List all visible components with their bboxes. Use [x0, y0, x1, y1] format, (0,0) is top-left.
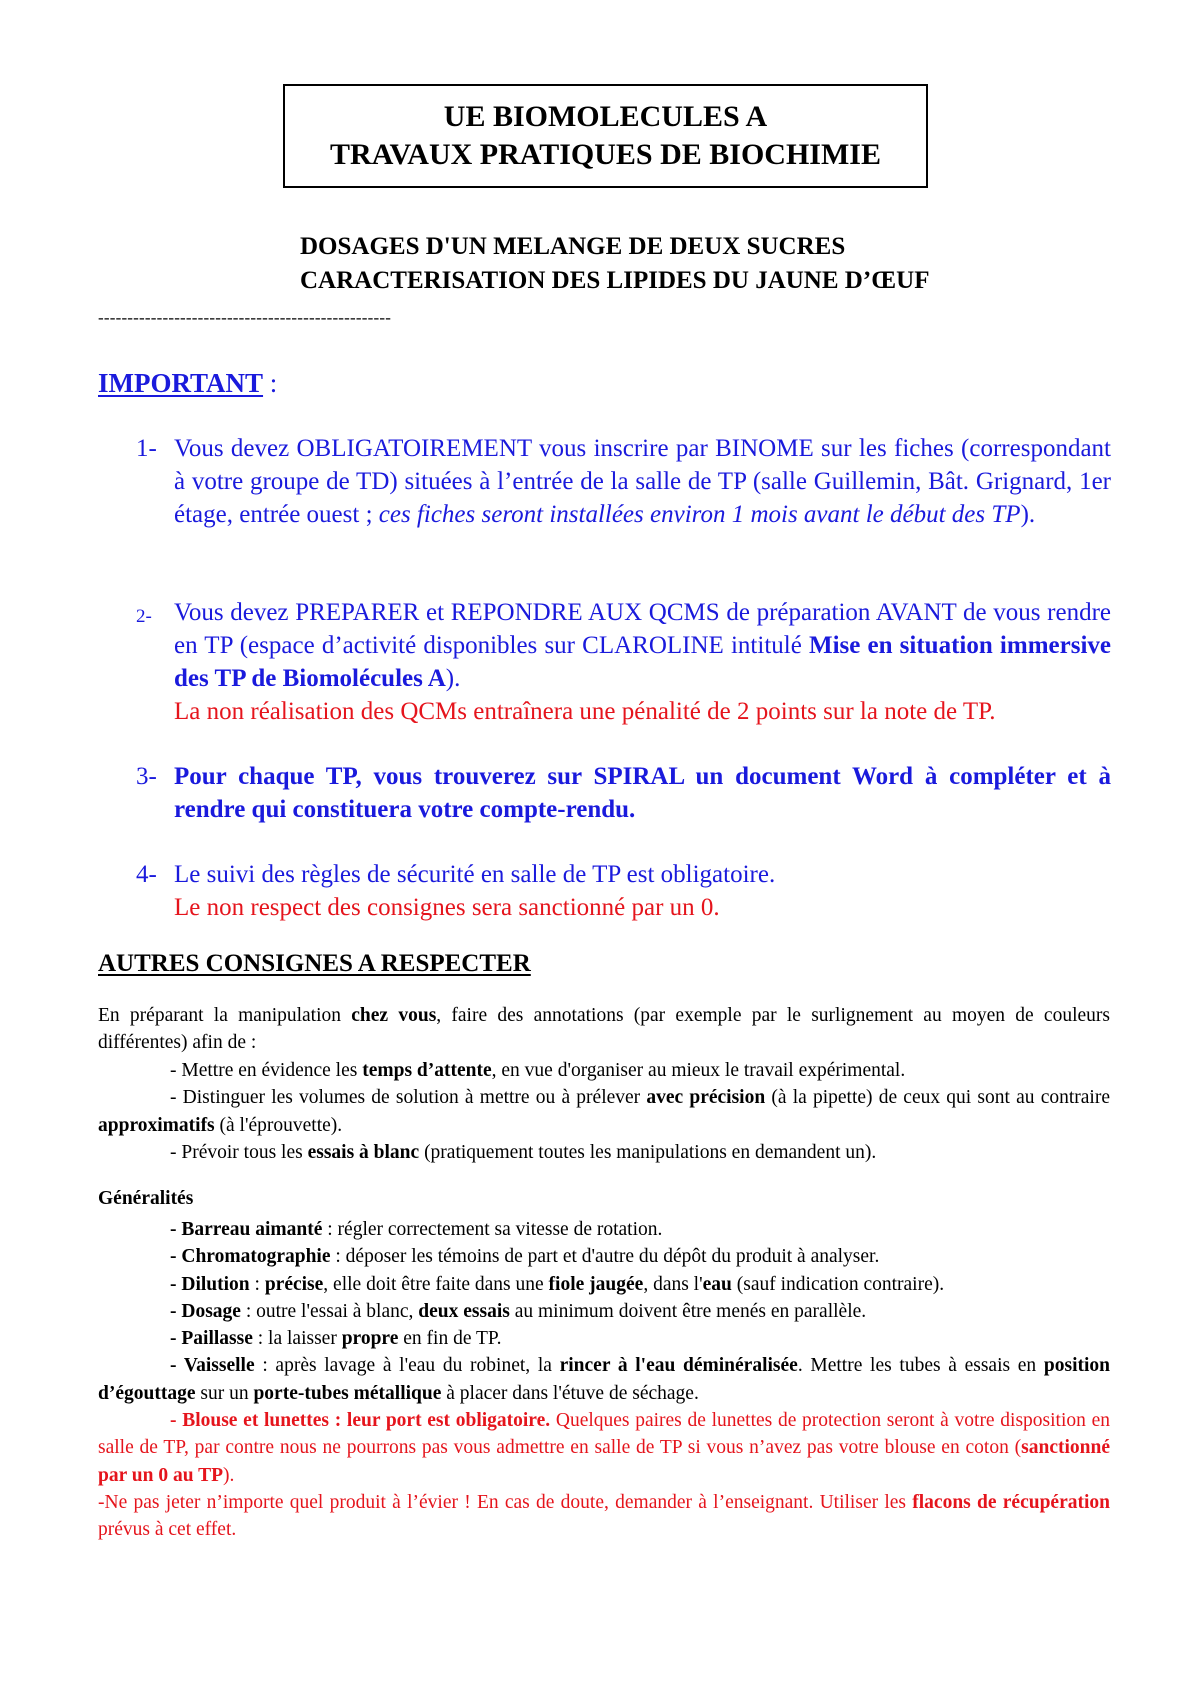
important-item-4: [136, 858, 1111, 924]
bold-run: deux essais: [418, 1300, 510, 1322]
text-run: (à l'éprouvette).: [214, 1114, 343, 1136]
item-number: 4-: [136, 861, 157, 888]
gen-item-dosage: [98, 1298, 1110, 1325]
separator-line: --------------------------------------------------: [98, 308, 392, 327]
bold-run: sanctionné par un 0 au TP: [98, 1437, 1110, 1486]
important-item-2: [136, 596, 1111, 728]
item-bold-text: Mise en situation immersive des TP de Biomolécules A: [174, 632, 1111, 692]
subtitle-line-1: DOSAGES D'UN MELANGE DE DEUX SUCRES: [300, 233, 846, 260]
important-label: IMPORTANT: [98, 368, 264, 398]
gen-item-vaisselle: [98, 1352, 1110, 1407]
bold-run: - Blouse et lunettes : leur port est obligatoire.: [170, 1410, 551, 1432]
bold-run: - Dilution: [170, 1273, 250, 1295]
bold-run: temps d’attente: [362, 1060, 492, 1081]
subtitle-line-2: CARACTERISATION DES LIPIDES DU JAUNE D’ŒUF: [300, 267, 930, 294]
item-number: 3-: [136, 763, 157, 790]
item-end: ).: [1020, 501, 1036, 528]
text-run: au minimum doivent être menés en parallèle.: [509, 1300, 867, 1322]
gen-item-evier: [98, 1489, 1110, 1544]
bold-run: précise: [264, 1273, 324, 1295]
text-run: : régler correctement sa vitesse de rotation.: [322, 1219, 663, 1240]
bold-run: position d’égouttage: [98, 1355, 1110, 1404]
bold-run: eau: [702, 1273, 732, 1295]
item-text: Vous devez OBLIGATOIREMENT vous inscrire par BINOME sur les fiches (correspondant à votre groupe de TD) situées à l’entrée de la salle de TP (salle Guillemin, Bât. Grignard, 1er étage, entrée ouest ;: [174, 435, 1111, 528]
generalites-heading: Généralités: [98, 1188, 194, 1209]
text-run: - Distinguer les volumes de solution à mettre ou à prélever: [170, 1087, 647, 1109]
item-text: Pour chaque TP, vous trouverez sur SPIRAL un document Word à compléter et à rendre qui constituera votre compte-rendu.: [174, 763, 1111, 823]
text-run: - Prévoir tous les: [170, 1141, 308, 1163]
bold-run: - Dosage: [170, 1300, 241, 1322]
autres-bullets: [98, 1057, 1110, 1166]
text-run: en fin de TP.: [398, 1328, 502, 1350]
bold-run: avec précision: [646, 1087, 766, 1109]
text-run: , en vue d'organiser au mieux le travail expérimental.: [491, 1060, 906, 1081]
title-box: [283, 84, 928, 188]
item-warning-text: Le non respect des consignes sera sanctionné par un 0.: [174, 894, 720, 921]
important-item-3: [136, 760, 1111, 826]
important-item-1: [136, 432, 1111, 531]
text-run: prévus à cet effet.: [98, 1519, 237, 1541]
text-run: :: [249, 1273, 265, 1295]
bold-run: - Chromatographie: [170, 1246, 331, 1268]
text-run: . Mettre les tubes à essais en: [797, 1355, 1044, 1377]
gen-item-barreau: [98, 1216, 1110, 1243]
bold-run: flacons de récupération: [912, 1491, 1110, 1513]
bold-run: - Vaisselle: [170, 1355, 255, 1377]
text-run: : outre l'essai à blanc,: [240, 1300, 419, 1322]
text-run: : après lavage à l'eau du robinet, la: [254, 1355, 560, 1377]
gen-item-dilution: [98, 1271, 1110, 1298]
title-line-1: UE BIOMOLECULES A: [443, 100, 768, 133]
text-run: (sauf indication contraire).: [731, 1273, 945, 1295]
bullet-3: [98, 1139, 1110, 1166]
item-number: 1-: [136, 435, 157, 462]
subtitle: [300, 230, 929, 298]
important-colon: :: [263, 368, 278, 398]
bold-run: porte-tubes métallique: [253, 1382, 442, 1404]
text-run: à placer dans l'étuve de séchage.: [441, 1382, 699, 1404]
text-run: (pratiquement toutes les manipulations en demandent un).: [419, 1141, 877, 1163]
bullet-1: [98, 1057, 1110, 1084]
text-run: En préparant la manipulation: [98, 1005, 352, 1026]
generalites-list: [98, 1216, 1110, 1544]
title-line-2: TRAVAUX PRATIQUES DE BIOCHIMIE: [330, 138, 881, 171]
text-run: sur un: [195, 1382, 254, 1404]
bold-run: - Paillasse: [170, 1328, 253, 1350]
item-italic-text: ces fiches seront installées environ 1 mois avant le début des TP: [378, 501, 1021, 528]
bold-run: fiole jaugée: [548, 1273, 644, 1295]
item-number: 2-: [136, 606, 152, 627]
gen-item-paillasse: [98, 1325, 1110, 1352]
item-warning-text: La non réalisation des QCMs entraînera une pénalité de 2 points sur la note de TP.: [174, 698, 996, 725]
text-run: : la laisser: [252, 1328, 342, 1350]
bold-run: - Barreau aimanté: [170, 1219, 323, 1240]
bold-run: essais à blanc: [307, 1141, 420, 1163]
text-run: - Mettre en évidence les: [170, 1060, 363, 1081]
text-run: (à la pipette) de ceux qui sont au contraire: [765, 1087, 1110, 1109]
text-run: Quelques paires de lunettes de protection seront à votre disposition en salle de TP, par contre nous ne pourrons pas vous admettre en salle de TP si vous n’avez pas votre blouse en coton (: [98, 1410, 1110, 1459]
autres-intro: [98, 1002, 1110, 1057]
item-text: Le suivi des règles de sécurité en salle de TP est obligatoire.: [174, 861, 776, 888]
gen-item-chromatographie: [98, 1243, 1110, 1270]
autres-consignes-heading: AUTRES CONSIGNES A RESPECTER: [98, 950, 531, 977]
bold-run: propre: [341, 1328, 399, 1350]
text-run: , faire des annotations (par exemple par le surlignement au moyen de couleurs différentes) afin de :: [98, 1005, 1110, 1054]
text-run: , elle doit être faite dans une: [323, 1273, 549, 1295]
text-run: -Ne pas jeter n’importe quel produit à l’évier ! En cas de doute, demander à l’enseignant. Utiliser les: [98, 1491, 913, 1513]
bold-run: chez vous: [351, 1005, 437, 1026]
item-end: ).: [445, 665, 461, 692]
text-run: , dans l': [643, 1273, 703, 1295]
gen-item-blouse: [98, 1407, 1110, 1489]
item-text: Vous devez PREPARER et REPONDRE AUX QCMS de préparation AVANT de vous rendre en TP (espace d’activité disponibles sur CLAROLINE intitulé: [174, 599, 1111, 659]
text-run: : déposer les témoins de part et d'autre du dépôt du produit à analyser.: [330, 1246, 880, 1268]
bold-run: rincer à l'eau déminéralisée: [559, 1355, 798, 1377]
bold-run: approximatifs: [98, 1114, 215, 1136]
bullet-2: [98, 1084, 1110, 1139]
text-run: ).: [223, 1464, 235, 1486]
important-heading: [98, 368, 277, 399]
